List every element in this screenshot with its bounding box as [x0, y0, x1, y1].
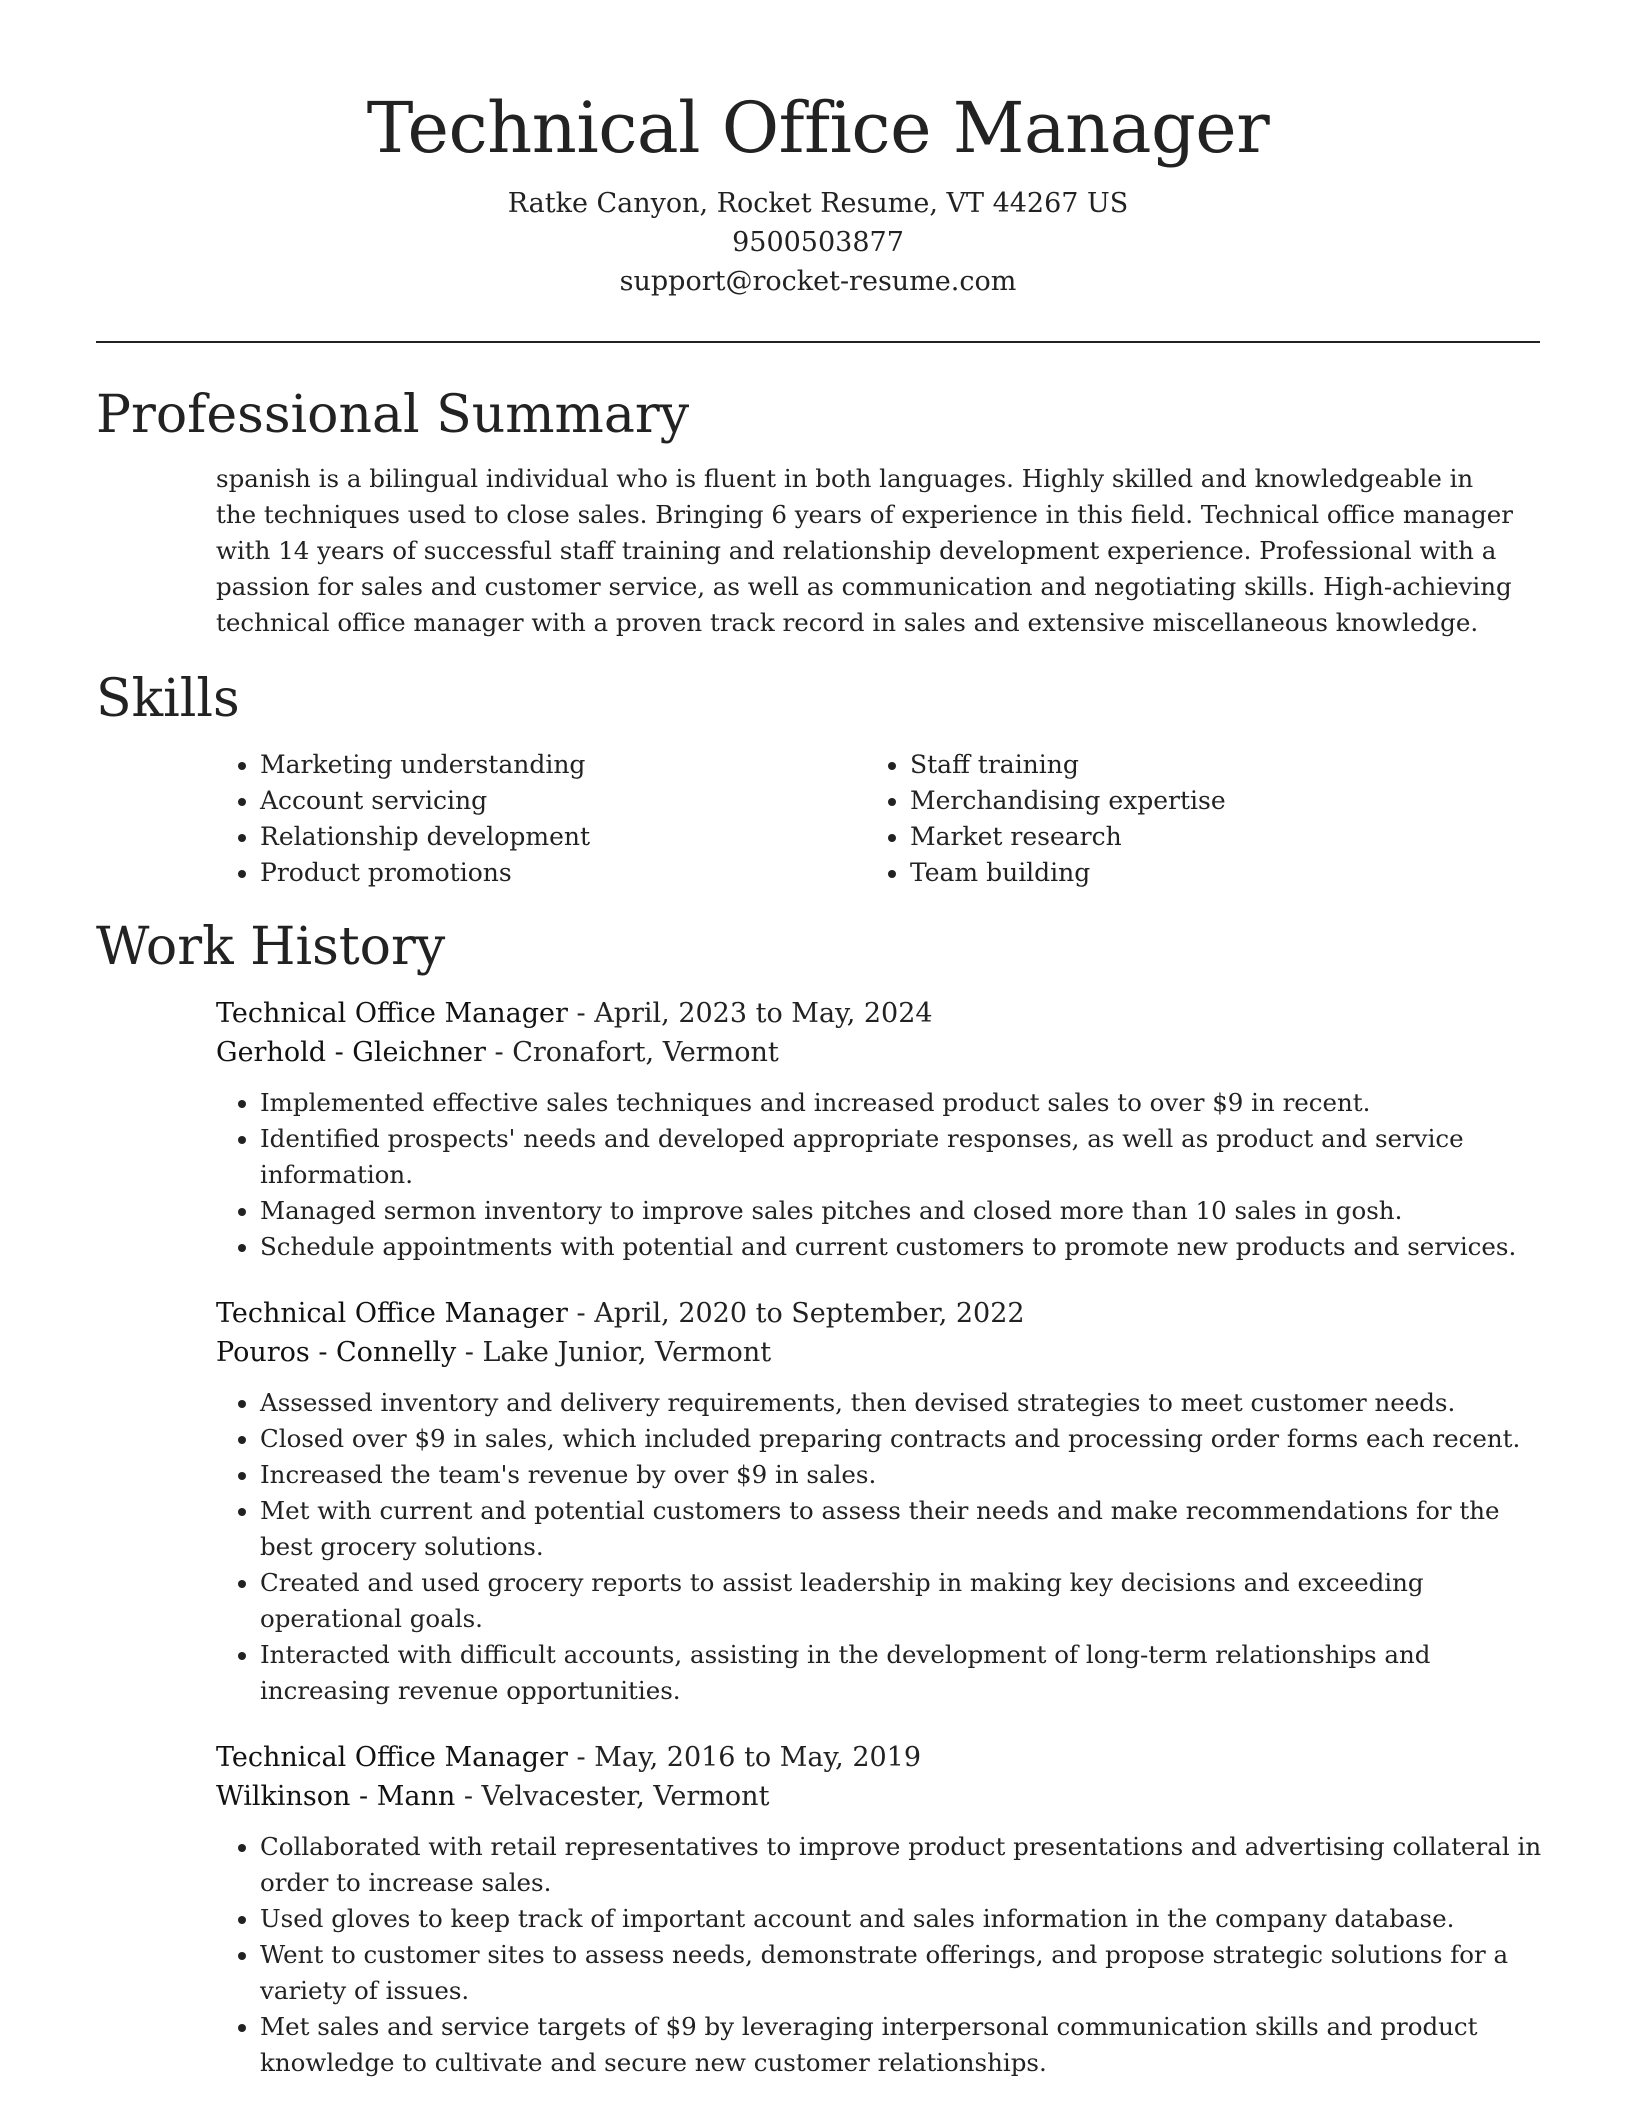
skill-item: • Merchandising expertise	[910, 783, 1516, 819]
skill-item: • Relationship development	[260, 819, 866, 855]
job-company: Gerhold - Gleichner	[216, 1037, 486, 1068]
job-title-line	[216, 1295, 1540, 1333]
job-dates: - April, 2020 to September, 2022	[567, 1298, 1025, 1329]
skill-item: • Account servicing	[260, 783, 866, 819]
skill-item: • Staff training	[910, 747, 1516, 783]
resume-name: Technical Office Manager	[366, 87, 1270, 169]
job-entry	[216, 1295, 1540, 1709]
contact-phone: 9500503877	[732, 227, 904, 258]
skill-item: • Product promotions	[260, 855, 866, 891]
summary-title: Professional Summary	[96, 385, 690, 445]
job-bullet: • Created and used grocery reports to assist leadership in making key decisions and exceeding operational goals.	[260, 1565, 1550, 1637]
job-bullets	[216, 1085, 1550, 1265]
contact-email: support@rocket-resume.com	[619, 266, 1017, 297]
skills-section	[96, 667, 1540, 891]
skills-title: Skills	[96, 669, 240, 729]
skill-item: • Marketing understanding	[260, 747, 866, 783]
skill-item: • Team building	[910, 855, 1516, 891]
job-bullet: • Closed over $9 in sales, which included preparing contracts and processing order forms each recent.	[260, 1421, 1550, 1457]
skills-list-left	[216, 747, 866, 891]
resume-page	[96, 0, 1540, 2081]
job-bullet: • Increased the team's revenue by over $9 in sales.	[260, 1457, 1550, 1493]
skills-columns	[216, 747, 1540, 891]
job-location: - Cronafort, Vermont	[485, 1037, 779, 1068]
job-bullet: • Went to customer sites to assess needs, demonstrate offerings, and propose strategic solutions for a variety of issues.	[260, 1937, 1550, 2009]
job-company-line	[216, 1777, 1540, 1817]
header-divider	[96, 341, 1540, 343]
job-bullets	[216, 1829, 1550, 2081]
job-bullet: • Assessed inventory and delivery requirements, then devised strategies to meet customer needs.	[260, 1385, 1550, 1421]
job-bullet: • Collaborated with retail representatives to improve product presentations and advertising collateral in order to increase sales.	[260, 1829, 1550, 1901]
job-entry	[216, 1739, 1540, 2081]
job-bullet: • Met with current and potential customers to assess their needs and make recommendations for the best grocery solutions.	[260, 1493, 1550, 1565]
job-bullet: • Identified prospects' needs and developed appropriate responses, as well as product and service information.	[260, 1121, 1550, 1193]
job-location: - Lake Junior, Vermont	[456, 1337, 772, 1368]
contact-block	[96, 184, 1540, 301]
job-bullet: • Used gloves to keep track of important account and sales information in the company database.	[260, 1901, 1550, 1937]
job-title: Technical Office Manager	[216, 1742, 568, 1773]
job-bullet: • Met sales and service targets of $9 by leveraging interpersonal communication skills and product knowledge to cultivate and secure new customer relationships.	[260, 2009, 1550, 2081]
job-company: Wilkinson - Mann	[216, 1781, 456, 1812]
skills-list-right	[866, 747, 1516, 891]
contact-address: Ratke Canyon, Rocket Resume, VT 44267 US	[507, 188, 1129, 219]
summary-text: spanish is a bilingual individual who is fluent in both languages. Highly skilled and knowledgeable in the techniques used to close sales. Bringing 6 years of experience in this field. Technical office manager with 14 years of successful staff training and relationship development experience. Professional with a passion for sales and customer service, as well as communication and negotiating skills. High-achieving technical office manager with a proven track record in sales and extensive miscellaneous knowledge.	[216, 464, 1513, 637]
job-dates: - May, 2016 to May, 2019	[567, 1742, 922, 1773]
resume-header	[96, 0, 1540, 301]
job-company: Pouros - Connelly	[216, 1337, 457, 1368]
job-bullet: • Implemented effective sales techniques and increased product sales to over $9 in recent.	[260, 1085, 1550, 1121]
job-bullet: • Schedule appointments with potential and current customers to promote new products and services.	[260, 1229, 1550, 1265]
job-location: - Velvacester, Vermont	[455, 1781, 770, 1812]
skill-item: • Market research	[910, 819, 1516, 855]
work-history-title: Work History	[96, 917, 446, 977]
summary-section	[96, 383, 1540, 641]
job-title: Technical Office Manager	[216, 998, 568, 1029]
job-entry	[216, 995, 1540, 1265]
job-title: Technical Office Manager	[216, 1298, 568, 1329]
job-bullet: • Managed sermon inventory to improve sales pitches and closed more than 10 sales in gosh.	[260, 1193, 1550, 1229]
job-dates: - April, 2023 to May, 2024	[567, 998, 933, 1029]
job-company-line	[216, 1333, 1540, 1373]
job-title-line	[216, 1739, 1540, 1777]
job-bullets	[216, 1385, 1550, 1709]
work-history-section	[96, 915, 1540, 2081]
job-title-line	[216, 995, 1540, 1033]
job-bullet: • Interacted with difficult accounts, assisting in the development of long-term relationships and increasing revenue opportunities.	[260, 1637, 1550, 1709]
job-company-line	[216, 1033, 1540, 1073]
